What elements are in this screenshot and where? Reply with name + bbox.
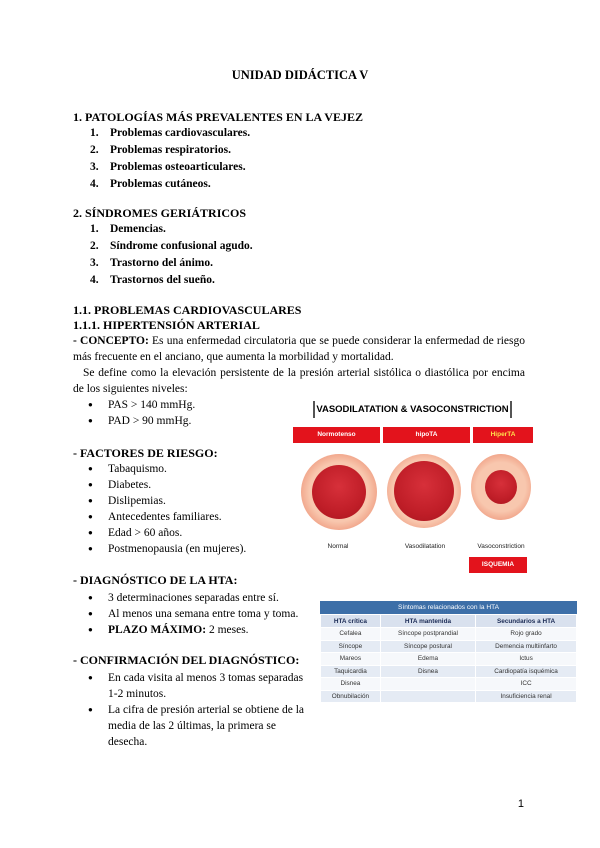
table-cell: ICC — [476, 678, 577, 691]
confirmacion-heading: - CONFIRMACIÓN DEL DIAGNÓSTICO: — [73, 653, 300, 667]
table-cell: Insuficiencia renal — [476, 690, 577, 703]
table-cell: Síncope postprandial — [380, 628, 475, 641]
caption-normal: Normal — [327, 543, 349, 550]
figure-title: VASODILATATION & VASOCONSTRICTION — [313, 401, 512, 418]
table-header: Secundarios a HTA — [476, 615, 577, 628]
table-row — [321, 678, 577, 691]
list-item: ● PLAZO MÁXIMO: 2 meses. — [88, 622, 298, 638]
page-title: UNIDAD DIDÁCTICA V — [231, 68, 369, 82]
diagnostico-list — [88, 590, 298, 638]
list-item: 1. Demencias. — [90, 223, 166, 235]
table-cell: Taquicardia — [321, 665, 381, 678]
table-cell — [380, 690, 475, 703]
table-row — [321, 640, 577, 653]
label-hipota: hipoTA — [383, 427, 470, 443]
list-item: ● Tabaquismo. — [88, 461, 246, 477]
table-cell: Demencia multiinfarto — [476, 640, 577, 653]
list-item: 3. Trastorno del ánimo. — [90, 257, 213, 269]
caption-vasodilatation: Vasodilatation — [404, 543, 446, 550]
table-row — [321, 653, 577, 666]
list-item: ● PAD > 90 mmHg. — [88, 413, 195, 429]
list-item: 4. Problemas cutáneos. — [90, 178, 211, 190]
list-item: 2. Síndrome confusional agudo. — [90, 240, 253, 252]
list-item: ● Postmenopausia (en mujeres). — [88, 541, 246, 557]
list-item: ● En cada visita al menos 3 tomas separadas 1-2 minutos. — [88, 670, 310, 702]
section1-heading: 1. PATOLOGÍAS MÁS PREVALENTES EN LA VEJEZ — [73, 110, 363, 124]
table-header-row — [321, 615, 577, 628]
table-cell: Disnea — [321, 678, 381, 691]
vessel-vasoconstriction — [471, 454, 531, 520]
list-item: ● Diabetes. — [88, 477, 246, 493]
subsection-heading: 1.1. PROBLEMAS CARDIOVASCULARES — [73, 303, 302, 317]
table-header: HTA mantenida — [380, 615, 475, 628]
list-item: 3. Problemas osteoarticulares. — [90, 161, 246, 173]
caption-vasoconstriction: Vasoconstriction — [477, 543, 525, 550]
section2-list — [90, 221, 253, 289]
factores-list — [88, 461, 246, 557]
table-cell: Disnea — [380, 665, 475, 678]
list-item: 1. Problemas cardiovasculares. — [90, 127, 251, 139]
subsubsection-heading: 1.1.1. HIPERTENSIÓN ARTERIAL — [73, 318, 260, 332]
label-normotenso: Normotenso — [293, 427, 380, 443]
levels-list — [88, 397, 195, 429]
vasodilatation-figure — [293, 396, 533, 578]
table-cell — [380, 678, 475, 691]
list-item: 4. Trastornos del sueño. — [90, 274, 215, 286]
list-item: ● Edad > 60 años. — [88, 525, 246, 541]
list-item: ● 3 determinaciones separadas entre sí. — [88, 590, 298, 606]
vessel-vasodilatation — [387, 454, 461, 528]
table-cell: Edema — [380, 653, 475, 666]
list-item: ● La cifra de presión arterial se obtiene de la media de las 2 últimas, la primera se desecha. — [88, 702, 310, 750]
definition-paragraph: Se define como la elevación persistente de la presión arterial sistólica o diastólica por encima de los siguientes niveles: — [73, 367, 525, 395]
diagnostico-heading: - DIAGNÓSTICO DE LA HTA: — [73, 573, 238, 587]
table-cell: Cefalea — [321, 628, 381, 641]
table-cell: Cardiopatía isquémica — [476, 665, 577, 678]
list-item: ● PAS > 140 mmHg. — [88, 397, 195, 413]
list-item: ● Al menos una semana entre toma y toma. — [88, 606, 298, 622]
page-number: 1 — [517, 798, 524, 810]
table-cell: Síncope postural — [380, 640, 475, 653]
table-cell: Ictus — [476, 653, 577, 666]
list-item: ● Dislipemias. — [88, 493, 246, 509]
section2-heading: 2. SÍNDROMES GERIÁTRICOS — [73, 206, 247, 220]
table-header: HTA crítica — [321, 615, 381, 628]
table-cell: Obnubilación — [321, 690, 381, 703]
list-item: ● Antecedentes familiares. — [88, 509, 246, 525]
label-hiperta: HiperTA — [473, 427, 533, 443]
factores-heading: - FACTORES DE RIESGO: — [73, 446, 218, 460]
vessel-normal — [301, 454, 377, 530]
isquemia-label: ISQUEMIA — [469, 557, 527, 573]
table-row — [321, 690, 577, 703]
table-cell: Mareos — [321, 653, 381, 666]
table-cell: Rojo grado — [476, 628, 577, 641]
vessel-lumen — [394, 461, 454, 521]
vessel-lumen — [485, 470, 517, 504]
table-caption: Síntomas relacionados con la HTA — [320, 601, 577, 614]
section1-list — [90, 125, 250, 193]
vessel-lumen — [312, 465, 366, 519]
table-row — [321, 665, 577, 678]
table-cell: Síncope — [321, 640, 381, 653]
table-row — [321, 628, 577, 641]
confirmacion-list — [88, 670, 310, 750]
concepto-paragraph: - CONCEPTO: Es una enfermedad circulatoria que se puede considerar la enfermedad de riesgo más frecuente en el anciano, que aumenta la morbilidad y mortalidad. — [73, 335, 526, 363]
list-item: 2. Problemas respiratorios. — [90, 144, 231, 156]
symptoms-table — [320, 601, 577, 703]
